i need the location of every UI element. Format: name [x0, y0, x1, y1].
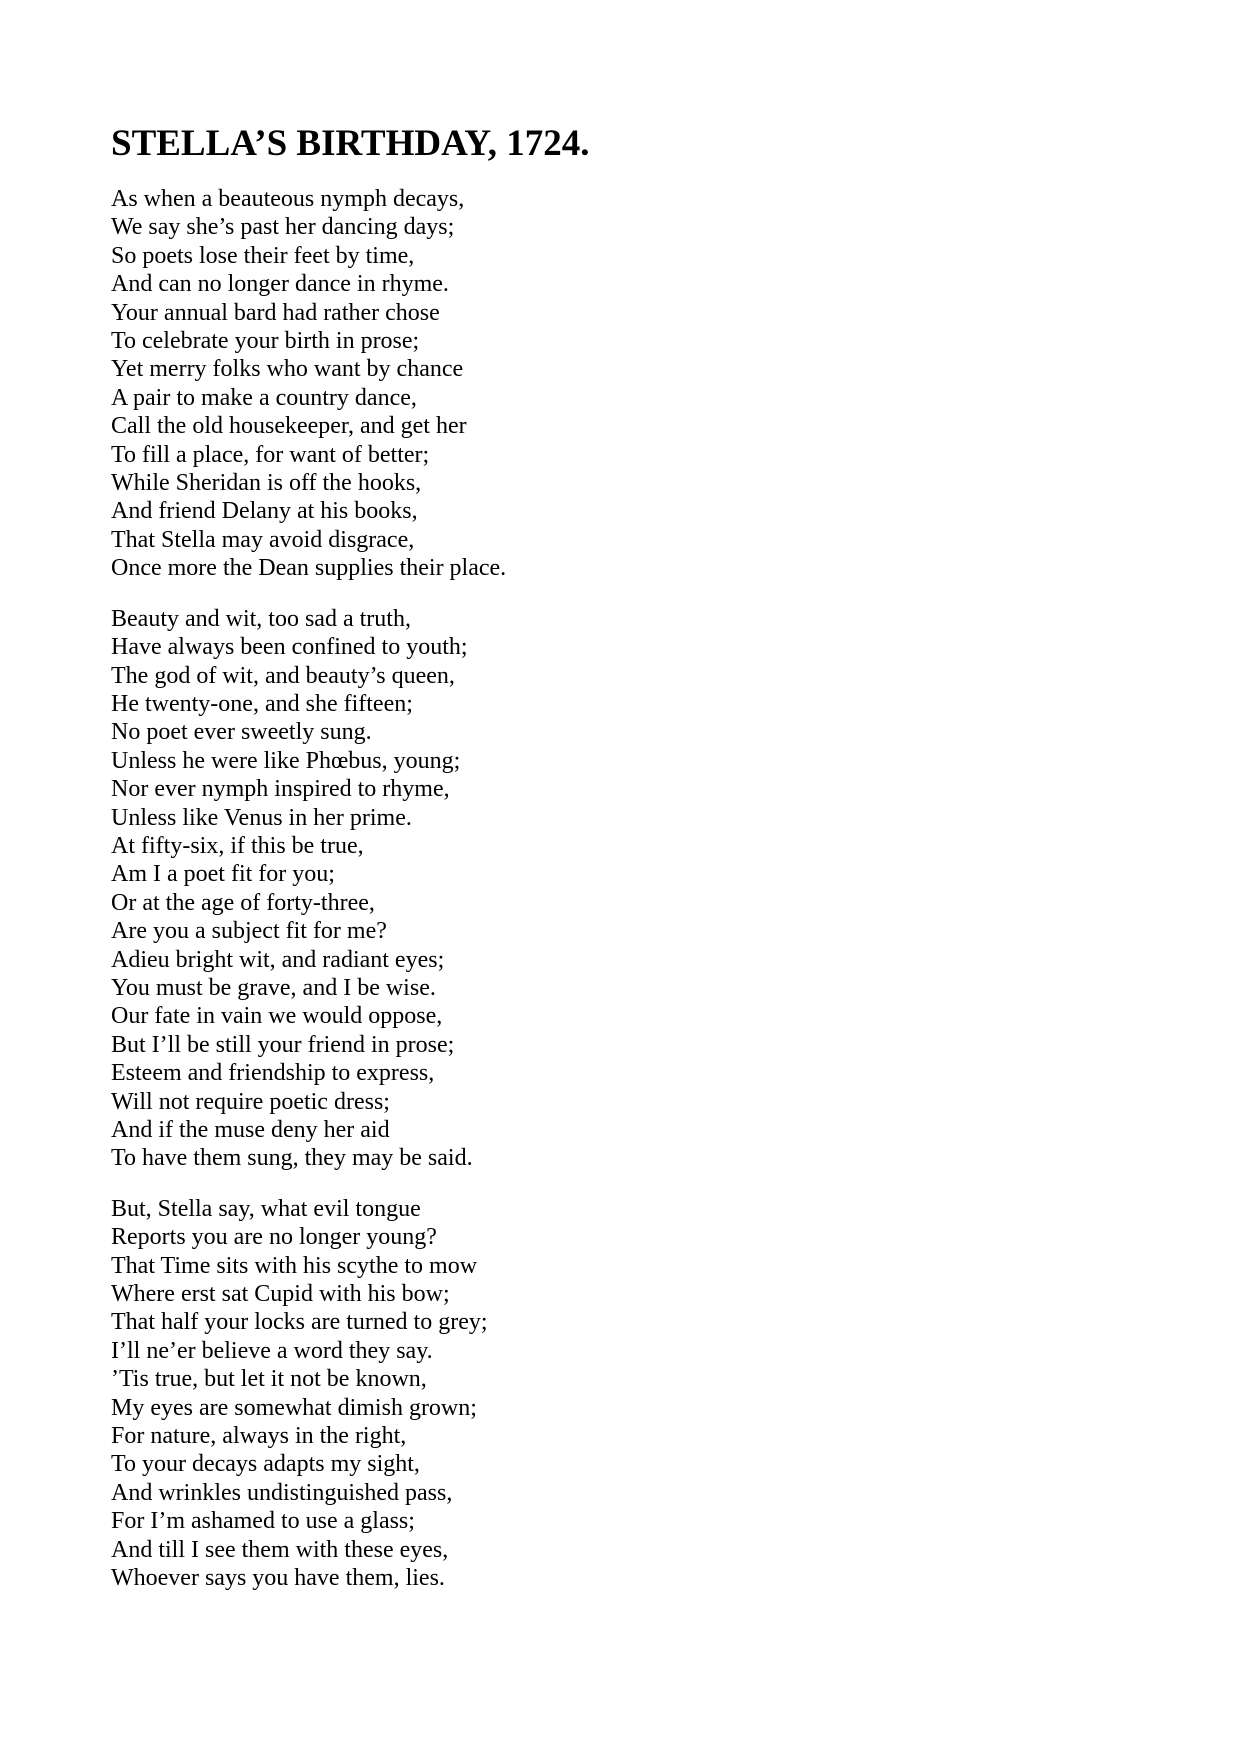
poem-line: Unless he were like Phœbus, young;	[111, 747, 461, 774]
poem-line: As when a beauteous nymph decays,	[111, 186, 465, 212]
poem-line: The god of wit, and beauty’s queen,	[111, 662, 455, 689]
poem-line: To celebrate your birth in prose;	[111, 328, 420, 355]
stanza-1	[111, 185, 1111, 583]
stanza-3	[111, 1195, 1111, 1593]
poem-line: Adieu bright wit, and radiant eyes;	[111, 946, 445, 973]
poem-line: That half your locks are turned to grey;	[111, 1309, 488, 1336]
poem-page	[111, 118, 1111, 1615]
poem-line: Call the old housekeeper, and get her	[111, 413, 467, 440]
poem-line: Am I a poet fit for you;	[111, 861, 335, 888]
poem-line: Have always been confined to youth;	[111, 634, 468, 661]
poem-line: Unless like Venus in her prime.	[111, 804, 412, 831]
poem-line: But, Stella say, what evil tongue	[111, 1195, 421, 1222]
poem-line: Our fate in vain we would oppose,	[111, 1003, 443, 1030]
poem-line: So poets lose their feet by time,	[111, 242, 415, 269]
poem-line: At fifty-six, if this be true,	[111, 832, 364, 859]
poem-line: And if the muse deny her aid	[111, 1117, 390, 1143]
poem-line: Esteem and friendship to express,	[111, 1060, 435, 1087]
poem-line: We say she’s past her dancing days;	[111, 214, 455, 241]
poem-line: And wrinkles undistinguished pass,	[111, 1479, 453, 1506]
poem-line: A pair to make a country dance,	[111, 384, 417, 411]
poem-line: And till I see them with these eyes,	[111, 1536, 449, 1563]
poem-line: He twenty-one, and she fifteen;	[111, 690, 413, 717]
poem-line: Reports you are no longer young?	[111, 1224, 437, 1251]
poem-line: For nature, always in the right,	[111, 1423, 407, 1450]
poem-line: And can no longer dance in rhyme.	[111, 271, 449, 298]
poem-line: Or at the age of forty-three,	[111, 889, 375, 916]
poem-line: But I’ll be still your friend in prose;	[111, 1031, 455, 1058]
stanza-2	[111, 605, 1111, 1173]
poem-line: For I’m ashamed to use a glass;	[111, 1508, 415, 1535]
poem-line: Are you a subject fit for me?	[111, 918, 387, 945]
poem-line: ’Tis true, but let it not be known,	[111, 1366, 427, 1393]
poem-line: I’ll ne’er believe a word they say.	[111, 1337, 433, 1364]
poem-line: That Time sits with his scythe to mow	[111, 1252, 478, 1279]
poem-line: To have them sung, they may be said.	[111, 1145, 473, 1172]
poem-line: Yet merry folks who want by chance	[111, 356, 464, 383]
poem-line: My eyes are somewhat dimish grown;	[111, 1394, 477, 1421]
poem-line: While Sheridan is off the hooks,	[111, 470, 422, 497]
poem-line: To fill a place, for want of better;	[111, 441, 430, 468]
poem-line: Where erst sat Cupid with his bow;	[111, 1281, 450, 1308]
poem-line: Will not require poetic dress;	[111, 1088, 390, 1115]
poem-line: Whoever says you have them, lies.	[111, 1565, 445, 1592]
poem-line: Once more the Dean supplies their place.	[111, 555, 507, 582]
poem-line: Beauty and wit, too sad a truth,	[111, 605, 411, 632]
poem-title: STELLA’S BIRTHDAY, 1724.	[111, 123, 590, 164]
poem-line: Your annual bard had rather chose	[111, 299, 440, 326]
poem-line: No poet ever sweetly sung.	[111, 719, 372, 746]
poem-line: Nor ever nymph inspired to rhyme,	[111, 776, 450, 803]
poem-line: And friend Delany at his books,	[111, 498, 418, 525]
poem-line: To your decays adapts my sight,	[111, 1451, 420, 1478]
poem-body	[111, 185, 1111, 1593]
poem-line: That Stella may avoid disgrace,	[111, 526, 415, 553]
poem-line: You must be grave, and I be wise.	[111, 974, 436, 1001]
